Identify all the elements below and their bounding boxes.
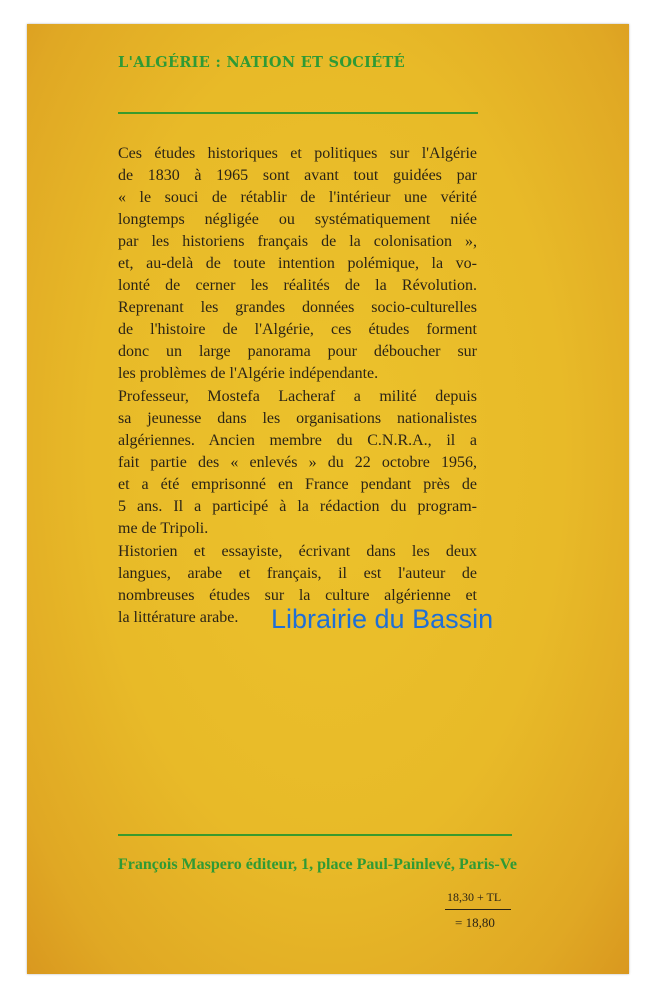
price-line-1: 18,30 + TL bbox=[447, 890, 502, 904]
text-line: lonté de cerner les réalités de la Révolution. bbox=[118, 277, 477, 294]
text-line: algériennes. Ancien membre du C.N.R.A., il a bbox=[118, 432, 477, 449]
text-line: la littérature arabe. bbox=[118, 609, 239, 626]
text-line: « le souci de rétablir de l'intérieur une vérité bbox=[118, 189, 477, 206]
text-line: Ces études historiques et politiques sur l'Algérie bbox=[118, 145, 477, 162]
bottom-divider bbox=[118, 834, 512, 836]
text-line: Historien et essayiste, écrivant dans les deux bbox=[118, 543, 477, 560]
text-line: langues, arabe et français, il est l'auteur de bbox=[118, 565, 477, 582]
publisher-line: François Maspero éditeur, 1, place Paul-Painlevé, Paris-Ve bbox=[118, 856, 517, 873]
series-title: L'ALGÉRIE : NATION ET SOCIÉTÉ bbox=[118, 54, 405, 71]
top-divider bbox=[118, 112, 478, 114]
text-line: de 1830 à 1965 sont avant tout guidées par bbox=[118, 167, 477, 184]
text-line: de l'histoire de l'Algérie, ces études forment bbox=[118, 321, 477, 338]
text-line: les problèmes de l'Algérie indépendante. bbox=[118, 365, 379, 382]
blurb-paragraph bbox=[118, 143, 477, 385]
text-line: et, au-delà de toute intention polémique, la vo- bbox=[118, 255, 477, 272]
text-line: Professeur, Mostefa Lacheraf a milité depuis bbox=[118, 388, 477, 405]
text-line: donc un large panorama pour déboucher sur bbox=[118, 343, 477, 360]
author-bio-paragraph bbox=[118, 386, 477, 540]
text-line: fait partie des « enlevés » du 22 octobre 1956, bbox=[118, 454, 477, 471]
text-line: Reprenant les grandes données socio-culturelles bbox=[118, 299, 477, 316]
price-divider bbox=[445, 909, 511, 910]
text-line: sa jeunesse dans les organisations nationalistes bbox=[118, 410, 477, 427]
text-line: par les historiens français de la colonisation », bbox=[118, 233, 477, 250]
text-line: et a été emprisonné en France pendant près de bbox=[118, 476, 477, 493]
text-line: nombreuses études sur la culture algérienne et bbox=[118, 587, 477, 604]
text-line: 5 ans. Il a participé à la rédaction du program- bbox=[118, 498, 477, 515]
text-line: longtemps négligée ou systématiquement niée bbox=[118, 211, 477, 228]
watermark: Librairie du Bassin bbox=[271, 604, 494, 634]
text-line: me de Tripoli. bbox=[118, 520, 209, 537]
price-total: = 18,80 bbox=[455, 915, 495, 930]
